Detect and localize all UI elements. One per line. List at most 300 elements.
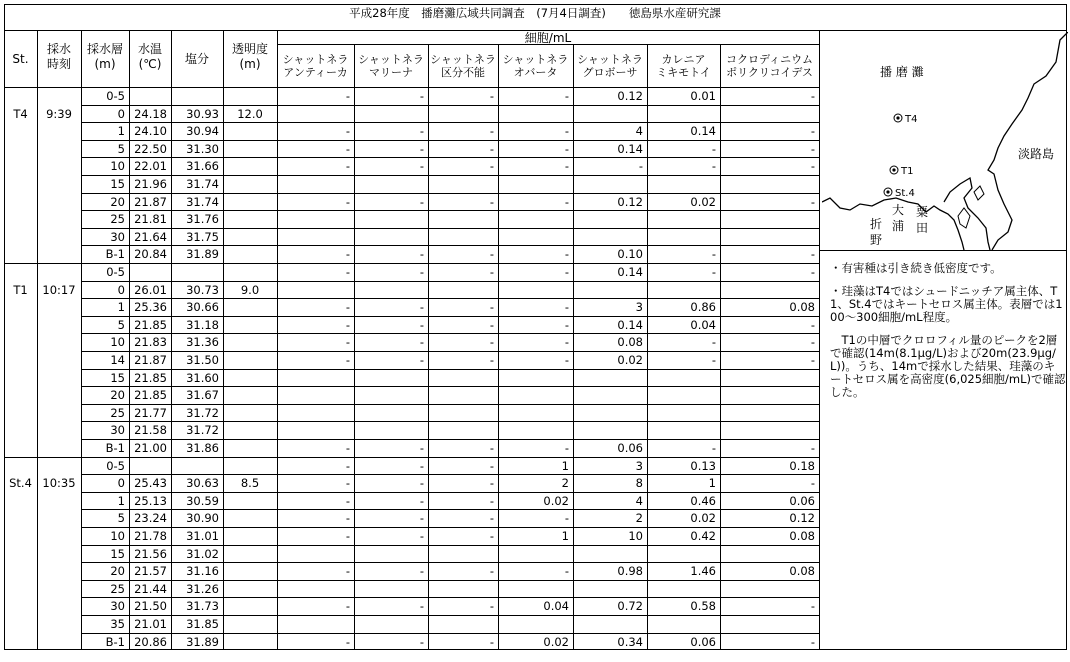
cell-value: - [564, 441, 569, 455]
cell-value: - [711, 335, 716, 350]
row-line [81, 527, 819, 528]
depth-cell: B-1 [105, 634, 125, 649]
cell-value: 1.46 [690, 564, 716, 579]
cell-value: - [419, 194, 424, 209]
cell-value: - [345, 476, 350, 491]
temp-cell: 22.01 [134, 159, 167, 174]
row-line [81, 474, 819, 475]
remark-3: T1の中層でクロロフィル量のピークを2層で確認(14m(8.1μg/L)および20m(23.9μg/L))。うち、14mで採水した結果、珪藻のキートセロス属を高密度(6,025細胞/mL)で確認した。 [830, 333, 1066, 399]
row-line [81, 298, 819, 299]
map-station-label: T1 [901, 166, 914, 177]
salinity-cell: 30.63 [186, 476, 219, 491]
depth-cell: 1 [117, 124, 125, 139]
islet-icon [958, 208, 970, 228]
temp-cell: 20.84 [134, 247, 167, 262]
depth-cell: 20 [110, 564, 125, 579]
row-line [81, 316, 819, 317]
cell-value: 3 [635, 458, 643, 473]
cell-value: - [810, 247, 815, 262]
depth-cell: 0 [117, 476, 125, 491]
cell-value: 10 [628, 529, 643, 543]
salinity-cell: 31.73 [186, 599, 219, 614]
cell-value: - [489, 458, 494, 473]
depth-cell: 5 [117, 317, 125, 332]
cell-value: - [564, 247, 569, 262]
cell-value: 0.02 [690, 194, 716, 209]
salinity-cell: 31.26 [186, 581, 219, 596]
header-transparency: 透明度 (m) [231, 42, 268, 71]
row-line [81, 439, 819, 440]
salinity-cell: 30.94 [186, 124, 219, 139]
station-divider [4, 263, 819, 264]
depth-cell: 10 [110, 159, 125, 174]
temp-cell: 21.44 [134, 581, 167, 596]
depth-cell: 0 [117, 106, 125, 121]
cell-value: 0.14 [690, 124, 716, 139]
row-line [81, 492, 819, 493]
temp-cell: 21.56 [134, 546, 167, 561]
temp-cell: 22.50 [134, 141, 167, 156]
depth-cell: 25 [110, 405, 125, 420]
temp-cell: 21.87 [134, 353, 167, 367]
cell-value: - [345, 441, 350, 455]
salinity-cell: 31.74 [186, 194, 219, 209]
cell-value: - [345, 511, 350, 526]
temp-cell: 21.77 [134, 405, 167, 420]
cell-value: - [489, 194, 494, 209]
cell-value: - [564, 300, 569, 315]
depth-cell: 14 [110, 353, 125, 367]
cell-value: - [711, 353, 716, 367]
cell-value: - [419, 335, 424, 350]
station-time: 10:35 [42, 476, 76, 491]
cell-value: - [810, 476, 815, 491]
map-island-label: 淡路島 [1018, 147, 1055, 161]
cell-value: - [564, 335, 569, 350]
station-transparency: 8.5 [240, 476, 260, 491]
row-line [81, 633, 819, 634]
row-line [81, 509, 819, 510]
row-line [81, 369, 819, 370]
depth-cell: 20 [110, 388, 125, 403]
cell-value: - [345, 353, 350, 367]
depth-cell: 10 [110, 335, 125, 350]
map-place-char: 大 [892, 203, 905, 217]
row-line [81, 105, 819, 106]
cell-value: - [810, 159, 815, 174]
cell-value: 0.08 [789, 529, 815, 543]
cell-value: - [810, 599, 815, 614]
cell-value: - [419, 458, 424, 473]
salinity-cell: 31.16 [186, 564, 219, 579]
header-salinity: 塩分 [184, 52, 209, 66]
salinity-cell: 31.67 [186, 388, 219, 403]
cell-value: - [810, 441, 815, 455]
cell-value: - [711, 247, 716, 262]
header-species: シャットネラ 区分不能 [430, 53, 496, 79]
station-divider [4, 457, 819, 458]
header-species: シャットネラ オバータ [502, 53, 569, 79]
cell-value: 0.46 [690, 493, 716, 508]
border-bottom [4, 649, 1067, 650]
salinity-cell: 31.85 [186, 617, 219, 631]
cell-value: - [419, 89, 424, 103]
temp-cell: 21.87 [134, 194, 167, 209]
salinity-cell: 31.50 [186, 353, 219, 367]
cell-value: - [564, 194, 569, 209]
row-line [81, 351, 819, 352]
cell-value: - [345, 141, 350, 156]
header-species: シャットネラ グロボーサ [577, 53, 643, 79]
depth-cell: 15 [110, 546, 125, 561]
cell-value: - [419, 634, 424, 649]
row-line [81, 281, 819, 282]
cell-value: 0.58 [690, 599, 716, 614]
header-time: 採水 時刻 [46, 42, 71, 71]
cell-value: - [564, 353, 569, 367]
cell-value: 8 [635, 476, 643, 491]
temp-cell: 24.18 [134, 106, 167, 121]
cell-value: 0.08 [789, 300, 815, 315]
depth-cell: 5 [117, 141, 125, 156]
salinity-cell: 31.74 [186, 177, 219, 191]
cell-value: - [810, 141, 815, 156]
header-species: カレニア ミキモトイ [656, 53, 711, 79]
temp-cell: 23.24 [134, 511, 167, 526]
station-time: 9:39 [46, 106, 72, 121]
depth-cell: 25 [110, 212, 125, 227]
cell-value: - [345, 335, 350, 350]
cell-value: - [345, 247, 350, 262]
cell-value: - [564, 89, 569, 103]
salinity-cell: 30.93 [186, 106, 219, 121]
depth-cell: 30 [110, 423, 125, 438]
salinity-cell: 31.01 [186, 529, 219, 543]
map-place-char: 粟 [916, 205, 929, 219]
depth-cell: 5 [117, 511, 125, 526]
cell-value: 0.02 [690, 511, 716, 526]
cell-value: - [419, 476, 424, 491]
cell-value: - [489, 247, 494, 262]
station-marker-dot [892, 168, 895, 171]
cell-value: - [564, 141, 569, 156]
cell-value: 0.14 [617, 265, 643, 279]
row-line [81, 140, 819, 141]
cell-value: - [345, 194, 350, 209]
temp-cell: 21.85 [134, 317, 167, 332]
cell-value: - [419, 599, 424, 614]
temp-cell: 21.01 [134, 617, 167, 631]
header-temp: 水温 (℃) [137, 42, 162, 71]
coastline-north-icon [988, 32, 1068, 250]
cell-value: - [810, 265, 815, 279]
row-line [81, 597, 819, 598]
cell-value: - [810, 634, 815, 649]
row-line [81, 421, 819, 422]
cell-value: - [489, 300, 494, 315]
location-map [822, 32, 1068, 250]
temp-cell: 26.01 [134, 282, 167, 297]
cell-value: 0.14 [617, 141, 643, 156]
row-line [81, 580, 819, 581]
cell-value: 0.42 [690, 529, 716, 543]
cell-value: 2 [635, 511, 643, 526]
cell-value: - [345, 265, 350, 279]
station-transparency: 9.0 [240, 282, 260, 297]
salinity-cell: 31.76 [186, 212, 219, 227]
row-line [81, 245, 819, 246]
cell-value: 0.02 [617, 353, 643, 367]
cell-value: - [489, 353, 494, 367]
salinity-cell: 31.60 [186, 370, 219, 385]
temp-cell: 20.86 [134, 634, 167, 649]
cell-value: - [345, 529, 350, 543]
cell-value: 0.08 [617, 335, 643, 350]
cell-value: 0.06 [617, 441, 643, 455]
cell-value: - [345, 89, 350, 103]
cell-value: - [489, 441, 494, 455]
map-place-char: 折 [870, 217, 883, 231]
salinity-cell: 30.66 [186, 300, 219, 315]
cell-value: - [711, 441, 716, 455]
header-species: コクロディニウム ポリクリコイデス [725, 53, 813, 79]
cell-value: - [489, 89, 494, 103]
cell-value: - [345, 300, 350, 315]
temp-cell: 24.10 [134, 124, 167, 139]
station-time: 10:17 [42, 282, 76, 297]
cell-value: - [810, 124, 815, 139]
map-station-label: T4 [905, 114, 918, 125]
row-line [81, 333, 819, 334]
cell-value: - [419, 441, 424, 455]
depth-cell: 35 [110, 617, 125, 631]
border-top [4, 4, 1066, 5]
salinity-cell: 31.66 [186, 159, 219, 174]
salinity-cell: 31.30 [186, 141, 219, 156]
cell-value: - [419, 247, 424, 262]
cell-value: 2 [561, 476, 569, 491]
station-name: T1 [13, 282, 28, 297]
depth-cell: B-1 [105, 247, 125, 262]
cell-value: 4 [635, 493, 643, 508]
row-line [81, 615, 819, 616]
map-place-char: 野 [870, 233, 883, 247]
temp-cell: 21.85 [134, 388, 167, 403]
cell-value: - [564, 124, 569, 139]
cell-value: 0.12 [617, 89, 643, 103]
cell-value: - [810, 194, 815, 209]
salinity-cell: 31.89 [186, 634, 219, 649]
cell-value: - [345, 599, 350, 614]
column-line [819, 30, 820, 650]
cell-value: 0.06 [789, 493, 815, 508]
map-stations [884, 114, 917, 199]
depth-cell: B-1 [105, 441, 125, 455]
station-marker-dot [886, 190, 889, 193]
row-line [81, 386, 819, 387]
cell-value: - [419, 265, 424, 279]
cell-value: 1 [561, 458, 569, 473]
row-line [81, 193, 819, 194]
cell-value: - [489, 529, 494, 543]
map-divider [819, 250, 1066, 251]
cell-value: - [564, 317, 569, 332]
cell-value: - [489, 141, 494, 156]
row-line [81, 175, 819, 176]
cell-value: 0.34 [617, 634, 643, 649]
depth-cell: 30 [110, 599, 125, 614]
cell-value: - [419, 300, 424, 315]
cell-value: - [419, 564, 424, 579]
map-place-char: 浦 [892, 219, 905, 233]
cell-value: - [419, 141, 424, 156]
cell-value: - [419, 317, 424, 332]
depth-cell: 15 [110, 370, 125, 385]
salinity-cell: 31.86 [186, 441, 219, 455]
cell-value: - [564, 265, 569, 279]
row-line [81, 228, 819, 229]
salinity-cell: 31.72 [186, 405, 219, 420]
cell-value: - [711, 141, 716, 156]
cell-value: 0.86 [690, 300, 716, 315]
temp-cell: 21.83 [134, 335, 167, 350]
depth-cell: 10 [110, 529, 125, 543]
cell-value: - [419, 159, 424, 174]
temp-cell: 21.57 [134, 564, 167, 579]
cell-value: - [489, 317, 494, 332]
cell-value: 3 [635, 300, 643, 315]
depth-cell: 0-5 [106, 89, 125, 103]
cell-value: - [419, 353, 424, 367]
cell-value: - [564, 564, 569, 579]
temp-cell: 21.00 [134, 441, 167, 455]
coastline-inner-icon [944, 178, 990, 250]
cell-value: - [345, 493, 350, 508]
salinity-cell: 30.73 [186, 282, 219, 297]
cell-value: 0.02 [543, 493, 569, 508]
depth-cell: 0 [117, 282, 125, 297]
column-line [37, 30, 38, 650]
cell-value: - [345, 564, 350, 579]
cell-value: - [489, 511, 494, 526]
cell-value: - [489, 564, 494, 579]
depth-cell: 20 [110, 194, 125, 209]
station-name: T4 [13, 106, 28, 121]
header-bottom [4, 87, 819, 88]
cell-value: - [711, 159, 716, 174]
cell-value: - [489, 124, 494, 139]
cell-value: - [489, 493, 494, 508]
depth-cell: 1 [117, 493, 125, 508]
temp-cell: 21.81 [134, 212, 167, 227]
cell-value: - [638, 159, 643, 174]
row-line [81, 157, 819, 158]
cell-value: - [345, 124, 350, 139]
station-marker-dot [896, 116, 899, 119]
row-line [81, 562, 819, 563]
depth-cell: 1 [117, 300, 125, 315]
salinity-cell: 31.72 [186, 423, 219, 438]
salinity-cell: 31.36 [186, 335, 219, 350]
cell-value: - [489, 265, 494, 279]
cell-value: 0.01 [690, 89, 716, 103]
cell-value: 0.12 [617, 194, 643, 209]
station-name: St.4 [9, 476, 32, 491]
temp-cell: 21.96 [134, 177, 167, 191]
header-station: St. [12, 52, 29, 66]
cell-value: - [345, 317, 350, 332]
cell-value: - [345, 159, 350, 174]
cell-value: 0.04 [690, 317, 716, 332]
header-depth: 採水層 (m) [86, 42, 123, 71]
cell-value: 1 [708, 476, 716, 491]
cell-value: 1 [561, 529, 569, 543]
temp-cell: 21.58 [134, 423, 167, 438]
cell-value: - [489, 335, 494, 350]
header-species: シャットネラ マリーナ [358, 53, 424, 79]
cell-value: - [419, 124, 424, 139]
cell-value: - [810, 353, 815, 367]
temp-cell: 25.43 [134, 476, 167, 491]
cell-value: 0.12 [789, 511, 815, 526]
cell-value: 0.14 [617, 317, 643, 332]
cell-value: - [489, 159, 494, 174]
temp-cell: 25.36 [134, 300, 167, 315]
row-line [81, 122, 819, 123]
remark-1: ・有害種は引き続き低密度です。 [830, 261, 1002, 275]
cell-value: - [489, 634, 494, 649]
sheet-title: 平成28年度 播磨灘広域共同調査 (7月4日調査) 徳島県水産研究課 [349, 6, 721, 20]
depth-cell: 15 [110, 177, 125, 191]
map-station-label: St.4 [895, 188, 915, 199]
border-left [4, 4, 5, 650]
station-transparency: 12.0 [237, 106, 263, 121]
row-line [81, 404, 819, 405]
depth-cell: 0-5 [106, 265, 125, 279]
salinity-cell: 31.02 [186, 546, 219, 561]
cell-value: 0.02 [543, 634, 569, 649]
map-sea-label: 播 磨 灘 [880, 65, 924, 79]
temp-cell: 21.50 [134, 599, 167, 614]
temp-cell: 21.64 [134, 229, 167, 244]
cell-value: - [810, 335, 815, 350]
cell-value: - [489, 476, 494, 491]
cell-value: 0.04 [543, 599, 569, 614]
remarks [830, 262, 1066, 409]
cell-value: 0.10 [617, 247, 643, 262]
cell-value: 0.08 [789, 564, 815, 579]
row-line [81, 545, 819, 546]
cell-value: 0.18 [789, 458, 815, 473]
cell-value: 4 [635, 124, 643, 139]
cell-value: 0.98 [617, 564, 643, 579]
cell-value: - [419, 493, 424, 508]
cell-value: - [711, 265, 716, 279]
cell-value: - [564, 159, 569, 174]
cell-value: - [345, 634, 350, 649]
cell-value: - [345, 458, 350, 473]
cell-value: - [564, 511, 569, 526]
cell-value: - [810, 317, 815, 332]
cell-value: - [810, 89, 815, 103]
temp-cell: 25.13 [134, 493, 167, 508]
temp-cell: 21.85 [134, 370, 167, 385]
salinity-cell: 31.89 [186, 247, 219, 262]
map-places [870, 202, 928, 247]
cell-value: - [419, 511, 424, 526]
depth-cell: 25 [110, 581, 125, 596]
salinity-cell: 30.90 [186, 511, 219, 526]
